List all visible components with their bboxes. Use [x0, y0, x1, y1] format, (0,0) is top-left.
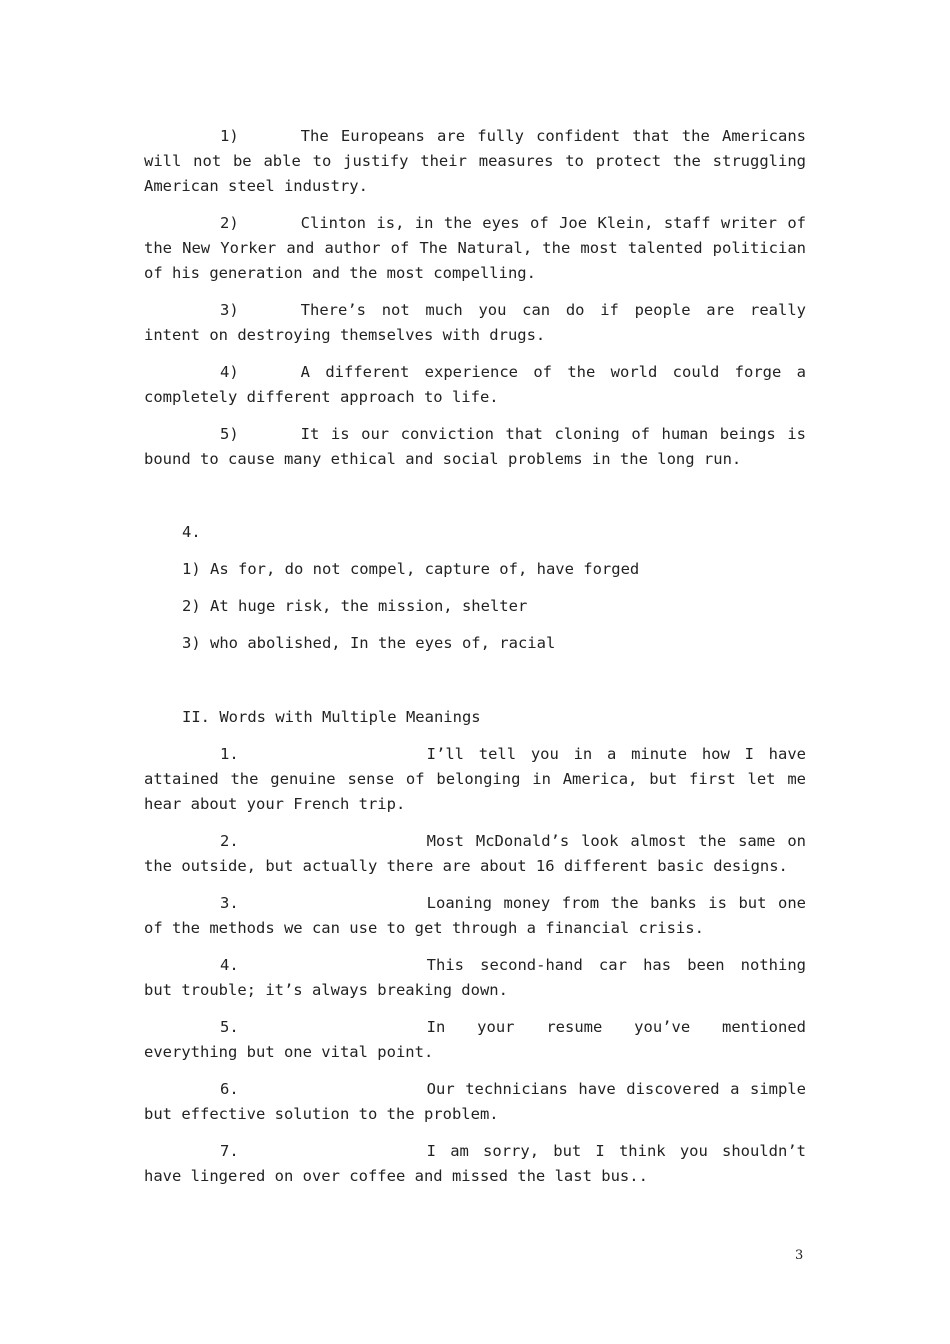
numbered-item [144, 953, 806, 1003]
numbered-item [144, 742, 806, 817]
section4-number: 4. [182, 523, 201, 541]
item-text: There’s not much you can do if people are really intent on destroying themselves with drugs. [144, 301, 806, 344]
section3-item [144, 211, 806, 286]
item-text: I am sorry, but I think you shouldn’t have lingered on over coffee and missed the last bus.. [144, 1142, 806, 1185]
item-number: 3) [220, 301, 239, 319]
item-text: This second-hand car has been nothing but trouble; it’s always breaking down. [144, 956, 806, 999]
page-content [144, 124, 806, 1201]
item-number: 5. [220, 1018, 239, 1036]
section3-item [144, 422, 806, 472]
item-text: Our technicians have discovered a simple but effective solution to the problem. [144, 1080, 806, 1123]
item-number: 1. [220, 745, 239, 763]
section-heading: II. Words with Multiple Meanings [182, 708, 481, 726]
item-number: 2. [220, 832, 239, 850]
item-number: 2) [220, 214, 239, 232]
section3-item [144, 298, 806, 348]
item-number: 3. [220, 894, 239, 912]
item-number: 4) [220, 363, 239, 381]
item-number: 1) [220, 127, 239, 145]
item-text: I’ll tell you in a minute how I have attained the genuine sense of belonging in America, but first let me hear about your French trip. [144, 745, 806, 813]
section4-item: 1) As for, do not compel, capture of, have forged [182, 560, 640, 578]
item-number: 6. [220, 1080, 239, 1098]
numbered-item [144, 829, 806, 879]
section4-item: 2) At huge risk, the mission, shelter [182, 597, 528, 615]
item-text: A different experience of the world could forge a completely different approach to life. [144, 363, 806, 406]
item-text: It is our conviction that cloning of human beings is bound to cause many ethical and social problems in the long run. [144, 425, 806, 468]
section4-item: 3) who abolished, In the eyes of, racial [182, 634, 556, 652]
item-number: 4. [220, 956, 239, 974]
section3-item [144, 124, 806, 199]
item-text: The Europeans are fully confident that the Americans will not be able to justify their measures to protect the struggling American steel industry. [144, 127, 806, 195]
item-number: 5) [220, 425, 239, 443]
numbered-item [144, 891, 806, 941]
item-text: Loaning money from the banks is but one of the methods we can use to get through a financial crisis. [144, 894, 806, 937]
item-text: Most McDonald’s look almost the same on the outside, but actually there are about 16 different basic designs. [144, 832, 806, 875]
numbered-item [144, 1015, 806, 1065]
page-number: 3 [795, 1248, 804, 1263]
item-text: In your resume you’ve mentioned everything but one vital point. [144, 1018, 806, 1061]
numbered-item [144, 1139, 806, 1189]
item-number: 7. [220, 1142, 239, 1160]
numbered-item [144, 1077, 806, 1127]
item-text: Clinton is, in the eyes of Joe Klein, staff writer of the New Yorker and author of The Natural, the most talented politician of his generation and the most compelling. [144, 214, 806, 282]
section3-item [144, 360, 806, 410]
